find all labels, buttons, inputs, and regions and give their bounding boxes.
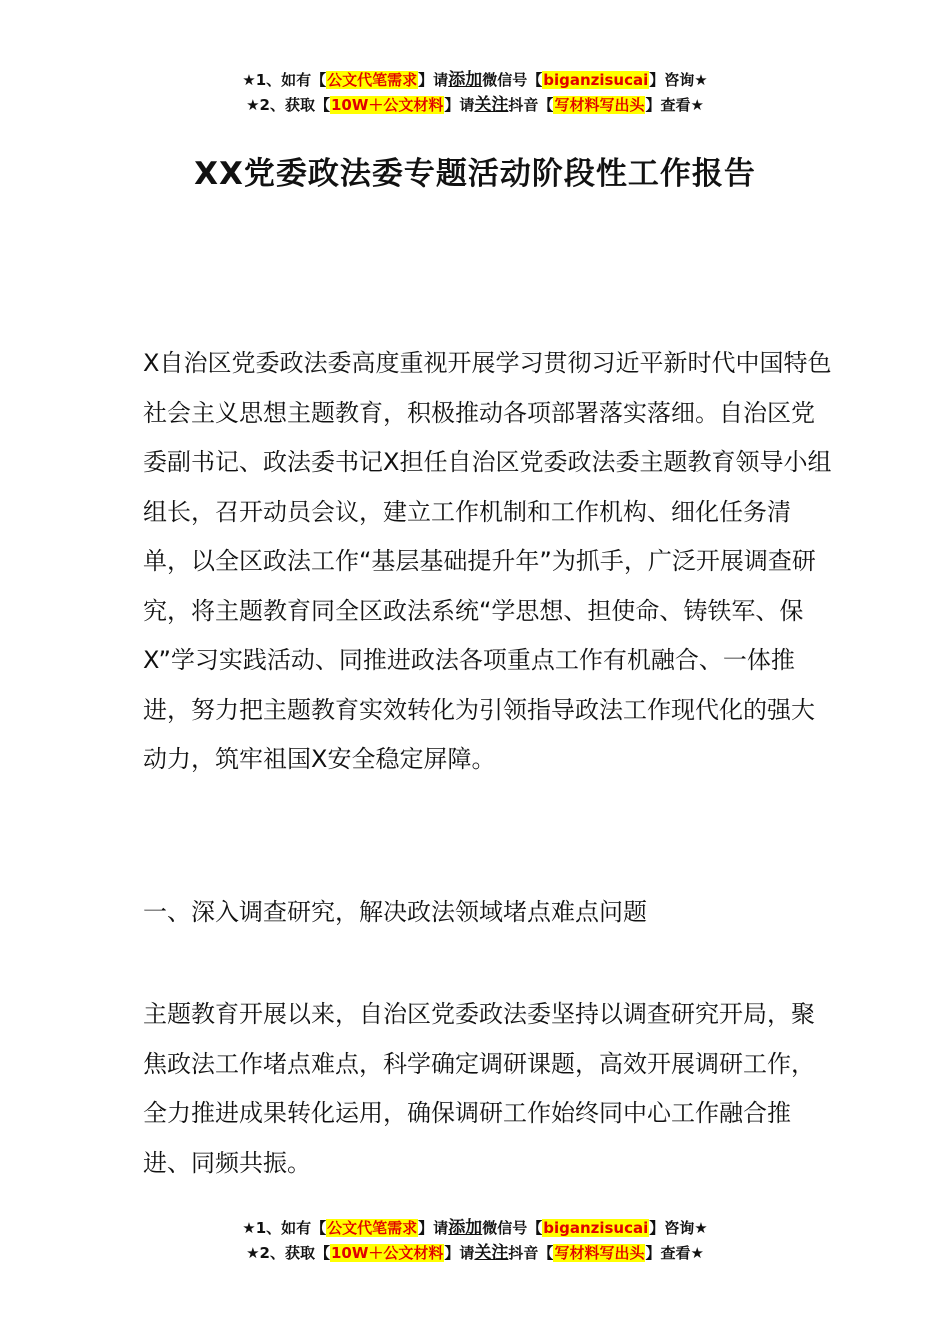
body-paragraph-2: 主题教育开展以来，自治区党委政法委坚持以调查研究开局，聚焦政法工作堵点难点，科学确定调研课题，高效开展调研工作，全力推进成果转化运用，确保调研工作始终同中心工作融合推进、同频共振。 — [143, 1000, 815, 1177]
promo-highlight: 写材料写出头 — [554, 1244, 645, 1262]
promo-text: 】查看★ — [645, 1244, 704, 1262]
promo-highlight: 公文代笔需求 — [327, 71, 418, 89]
section-heading-1: 一、深入调查研究，解决政法领域堵点难点问题 — [143, 898, 647, 926]
promo-text: 】请 — [418, 71, 449, 89]
promo-highlight: 10W＋公文材料 — [330, 1244, 444, 1262]
promo-highlight: 公文代笔需求 — [327, 1219, 418, 1237]
promo-highlight: 10W＋公文材料 — [330, 96, 444, 114]
promo-emphasis: 关注 — [474, 95, 509, 115]
promo-text: 抖音【 — [508, 1244, 554, 1262]
promo-text: ★2、获取【 — [246, 1244, 330, 1262]
promo-text: 】查看★ — [645, 96, 704, 114]
promo-text: 微信号【 — [482, 71, 543, 89]
promo-line-1 — [0, 1216, 950, 1241]
promo-text: 】请 — [418, 1219, 449, 1237]
promo-emphasis: 关注 — [474, 1243, 509, 1263]
promo-text: ★1、如有【 — [242, 71, 327, 89]
promo-line-2 — [0, 1241, 950, 1266]
promo-text: 】咨询★ — [649, 71, 708, 89]
promo-text: ★1、如有【 — [242, 1219, 327, 1237]
promo-line-2 — [0, 93, 950, 118]
promo-text: 】咨询★ — [649, 1219, 708, 1237]
document-title: XX党委政法委专题活动阶段性工作报告 — [194, 156, 756, 192]
promo-text: 】请 — [444, 96, 475, 114]
promo-line-1 — [0, 68, 950, 93]
body-paragraph-1: X自治区党委政法委高度重视开展学习贯彻习近平新时代中国特色社会主义思想主题教育，积极推动各项部署落实落细。自治区党委副书记、政法委书记X担任自治区党委政法委主题教育领导小组组长，召开动员会议，建立工作机制和工作机构、细化任务清单，以全区政法工作“基层基础提升年”为抓手，广泛开展调查研究，将主题教育同全区政法系统“学思想、担使命、铸铁军、保X”学习实践活动、同推进政法各项重点工作有机融合、一体推进，努力把主题教育实效转化为引领指导政法工作现代化的强大动力，筑牢祖国X安全稳定屏障。 — [143, 349, 832, 773]
promo-highlight: 写材料写出头 — [554, 96, 645, 114]
promo-emphasis: 添加 — [448, 70, 483, 90]
promo-highlight: biganzisucai — [543, 1219, 649, 1237]
promo-text: 微信号【 — [482, 1219, 543, 1237]
promo-banner-bottom — [0, 1216, 950, 1266]
promo-highlight: biganzisucai — [543, 71, 649, 89]
promo-text: ★2、获取【 — [246, 96, 330, 114]
promo-text: 】请 — [444, 1244, 475, 1262]
promo-emphasis: 添加 — [448, 1218, 483, 1238]
promo-text: 抖音【 — [508, 96, 554, 114]
promo-banner-top — [0, 68, 950, 118]
